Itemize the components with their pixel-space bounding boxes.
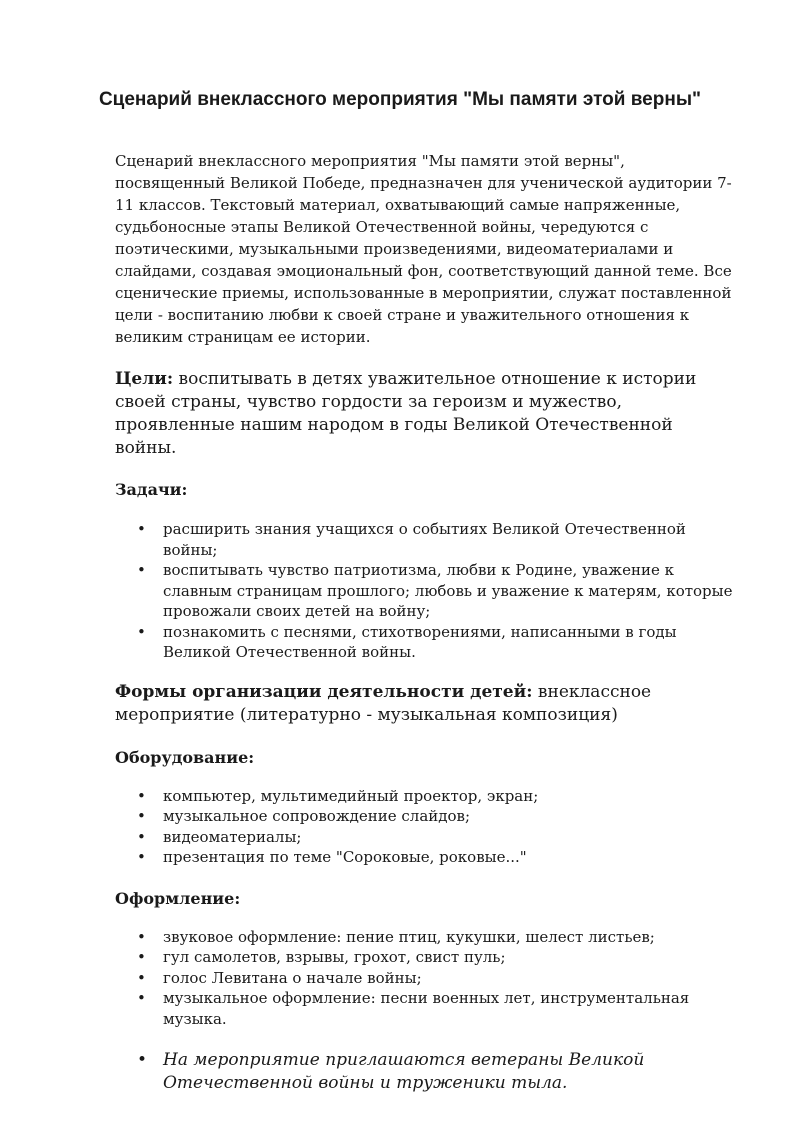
bullet-icon: • xyxy=(137,622,146,641)
goals-text: воспитывать в детях уважительное отношение к истории своей страны, чувство гордости за героизм и мужество, проявленные нашим народом в годы Великой Отечественной войны. xyxy=(115,369,697,458)
bullet-icon: • xyxy=(137,561,146,579)
bullet-icon: • xyxy=(137,827,146,846)
bullet-icon: • xyxy=(137,927,146,946)
design-heading: Оформление: xyxy=(115,888,241,908)
tasks-heading: Задачи: xyxy=(115,480,188,499)
list-item: • познакомить с песнями, стихотворениями, написанными в годы Великой Отечественной войны. xyxy=(137,622,677,661)
bullet-icon: • xyxy=(137,989,146,1007)
note-text: На мероприятие приглашаются ветераны Великой Отечественной войны и труженики тыла. xyxy=(163,1050,645,1093)
goals-paragraph xyxy=(115,368,733,460)
list-item xyxy=(115,1049,733,1095)
bullet-icon: • xyxy=(137,948,146,966)
list-item: • презентация по теме "Сороковые, роковые..." xyxy=(137,848,527,866)
document-body xyxy=(115,150,733,1095)
list-item: • расширить знания учащихся о событиях Великой Отечественной войны; xyxy=(137,520,686,559)
list-item: • музыкальное сопровождение слайдов; xyxy=(137,807,471,825)
list-item: • видеоматериалы; xyxy=(137,827,302,846)
list-item: • звуковое оформление: пение птиц, кукушки, шелест листьев; xyxy=(137,927,655,946)
bullet-icon: • xyxy=(137,1050,148,1070)
list-item: • воспитывать чувство патриотизма, любви к Родине, уважение к славным страницам прошлого; любовь и уважение к матерям, которые провожали своих детей на войну; xyxy=(137,561,733,620)
bullet-icon: • xyxy=(137,520,146,538)
tasks-list xyxy=(115,519,733,663)
design-list xyxy=(115,927,733,1030)
bullet-icon: • xyxy=(137,786,146,805)
bullet-icon: • xyxy=(137,848,146,866)
bullet-icon: • xyxy=(137,807,146,825)
list-item: • музыкальное оформление: песни военных лет, инструментальная музыка. xyxy=(137,989,690,1028)
list-item: • голос Левитана о начале войны; xyxy=(137,968,422,987)
forms-text: внеклассное мероприятие (литературно - музыкальная композиция) xyxy=(115,681,652,725)
list-item: • компьютер, мультимедийный проектор, экран; xyxy=(137,786,539,805)
intro-paragraph: Сценарий внеклассного мероприятия "Мы памяти этой верны", посвященный Великой Победе, предназначен для ученической аудитории 7-11 классов. Текстовый материал, охватывающий самые напряженные, судьбоносные этапы Великой Отечественной войны, чередуются с поэтическими, музыкальными произведениями, видеоматериалами и слайдами, создавая эмоциональный фон, соответствующий данной теме. Все сценические приемы, использованные в мероприятии, служат поставленной цели - воспитанию любви к своей стране и уважительного отношения к великим страницам ее истории. xyxy=(115,152,732,346)
list-item: • гул самолетов, взрывы, грохот, свист пуль; xyxy=(137,948,506,966)
forms-label: Формы организации деятельности детей: xyxy=(115,681,533,702)
forms-paragraph xyxy=(115,681,733,727)
equipment-heading: Оборудование: xyxy=(115,747,255,767)
document-title: Сценарий внеклассного мероприятия "Мы памяти этой верны" xyxy=(98,89,702,110)
goals-label: Цели: xyxy=(115,369,174,389)
equipment-list xyxy=(115,786,733,868)
note-list xyxy=(115,1049,733,1095)
bullet-icon: • xyxy=(137,968,146,987)
